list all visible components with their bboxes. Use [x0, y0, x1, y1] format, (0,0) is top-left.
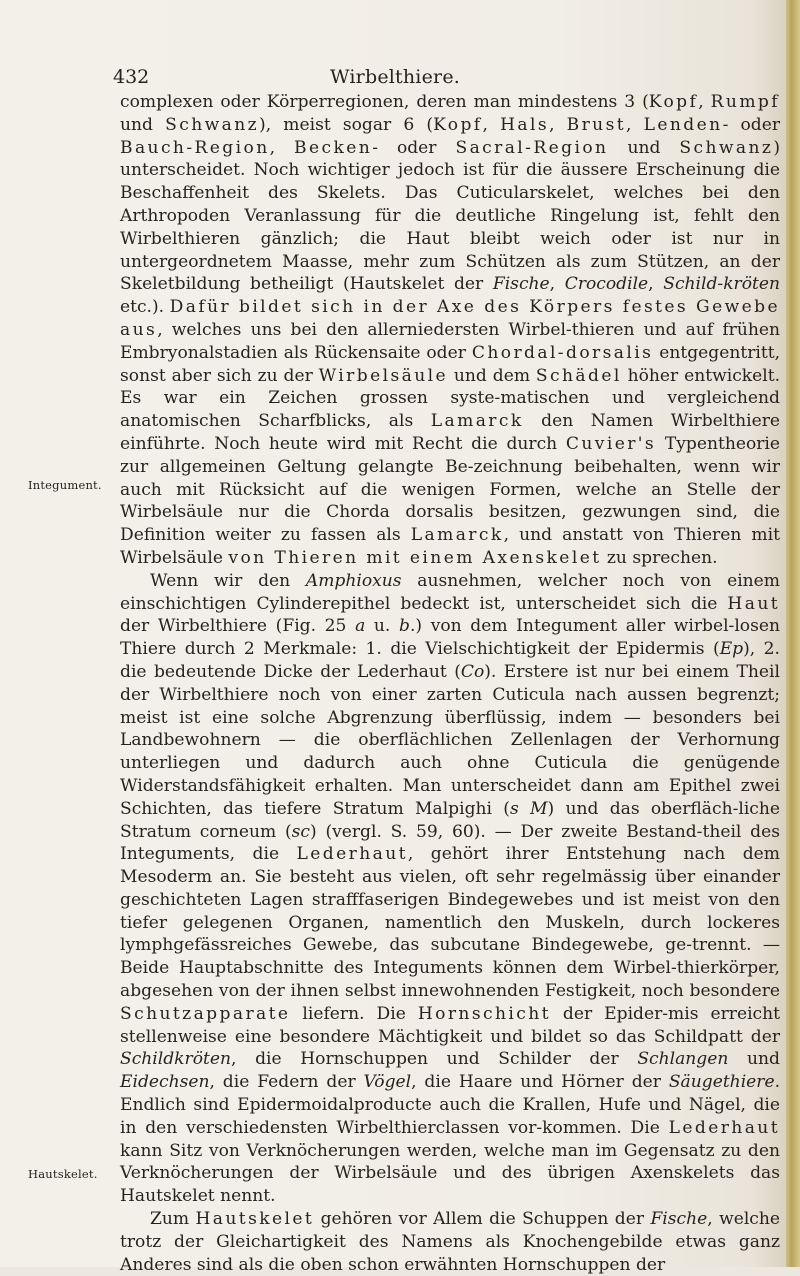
italic-term: Schild-kröten — [663, 274, 781, 295]
italic-term: Säugethiere — [668, 1072, 775, 1093]
text-run: , — [549, 114, 567, 135]
text-run: entgegentritt, sonst aber sich zu der — [120, 342, 781, 386]
text-run: zu sprechen. — [601, 547, 718, 568]
spaced-emphasis: Lenden — [643, 114, 723, 135]
text-run: ) unterscheidet. Noch wichtiger jedoch ist für die äussere Erscheinung die Beschaffenheit des Skelets. Das Cuticularskelet, welches bei den Arthropoden Veranlassung für die deutliche Ringelung ist, fehlt den Wirbelthieren gänzlich; die Haut bleibt weich oder ist nur in untergeordnetem Maasse, mehr zum Schützen als zum Stützen, an der Skeletbildung betheiligt (Hautskelet der — [120, 137, 780, 295]
spaced-emphasis: Hautskelet — [195, 1209, 315, 1230]
text-run: höher entwickelt. Es war ein Zeichen grossen syste-matischen und vergleichend anatomischen Scharfblicks, als — [120, 365, 781, 432]
text-run: , und anstatt von Thieren mit Wirbelsäule — [120, 525, 780, 568]
italic-term: Amphioxus — [305, 570, 402, 591]
text-run: . Endlich sind Epidermoidalproducte auch die Krallen, Hufe und Nägel, die in den verschiedensten Wirbelthierclassen vor-kommen. Die — [120, 1072, 780, 1138]
italic-term: Crocodile — [564, 274, 649, 295]
text-run: , — [698, 92, 711, 112]
paragraph-hautskelet — [120, 1208, 780, 1276]
spaced-emphasis: Brust — [566, 114, 627, 135]
text-run: .) von dem Integument aller wirbel-losen Thiere durch 2 Merkmale: 1. die Vielschichtigkeit der Epidermis ( — [120, 616, 780, 660]
spaced-emphasis: Chordal-dorsalis — [471, 342, 654, 363]
text-run: kann Sitz von Verknöcherungen werden, welche man im Gegensatz zu den Verknöcherungen der Wirbelsäule und des übrigen Axenskelets das Hautskelet nennt. — [120, 1140, 780, 1207]
italic-term: Vögel — [363, 1072, 412, 1093]
text-run: , die Federn der — [209, 1072, 364, 1093]
text-run: etc.). — [120, 297, 170, 318]
text-run: , — [269, 137, 295, 158]
text-run: Typentheorie zur allgemeinen Geltung gelangte Be-zeichnung beibehalten, wenn wir auch mit Rücksicht auf die wenigen Formen, welche an Stelle der Wirbelsäule nur die Chorda dorsalis besitzen, gezwungen sind, die Definition weiter zu fassen als — [120, 433, 780, 546]
text-run: ), 2. die bedeutende Dicke der Lederhaut ( — [120, 639, 780, 682]
spaced-emphasis: Schutzapparate — [120, 1003, 291, 1024]
paragraph-integument — [120, 570, 780, 1208]
spaced-emphasis: Hornschicht — [417, 1003, 551, 1024]
spaced-emphasis: Lederhaut — [296, 844, 408, 865]
spaced-emphasis: Dafür bildet sich in der Axe des Körpers festes Gewebe aus — [120, 297, 781, 340]
text-run: ). Erstere ist nur bei einem Theil der Wirbelthiere noch von einer zarten Cuticula nach aussen begrenzt; meist ist eine solche Abgrenzung überflüssig, indem — besonders bei Landbewohnern — die oberflächlichen Zellenlagen der Verhornung unterliegen und dadurch auch ohne Cuticula die genügende Widerstandsfähigkeit erhalten. Man unterscheidet dann am Epithel zwei Schichten, das tiefere Stratum Malpighi ( — [120, 661, 780, 819]
italic-term: Schlangen — [637, 1049, 729, 1070]
text-run: , — [648, 274, 664, 295]
text-run: u. — [365, 616, 399, 637]
spaced-emphasis: Kopf — [648, 92, 699, 112]
spaced-emphasis: Wirbelsäule — [318, 365, 449, 386]
text-run: - oder — [372, 137, 456, 158]
page-header — [0, 66, 790, 92]
italic-term: Eidechsen — [120, 1072, 210, 1093]
text-run: und dem — [448, 365, 536, 386]
margin-note-integument: Integument. — [28, 478, 102, 492]
text-run: , — [549, 274, 565, 295]
italic-term: s M — [509, 798, 548, 819]
spaced-emphasis: Lamarck — [410, 525, 504, 546]
spaced-emphasis: Haut — [727, 593, 780, 614]
body-text — [120, 91, 780, 1276]
text-run: der Epider-mis erreicht stellenweise eine besondere Mächtigkeit und bildet so das Schildpatt der — [120, 1003, 780, 1047]
text-run: , gehört ihrer Entstehung nach dem Mesoderm an. Sie besteht aus vielen, oft sehr regelmässig über einander geschichteten Lagen strafffaserigen Bindegewebes und ist meist von den tiefer gelegenen Organen, namentlich den Muskeln, durch lockeres lymphgefässreiches Gewebe, das subcutane Bindegewebe, ge-trennt. — Beide Hauptabschnitte des Integuments können dem Wirbel-thierkörper, abgesehen von der ihnen selbst innewohnenden Festigkeit, noch besondere — [120, 844, 780, 1002]
italic-term: Ep — [719, 639, 744, 660]
page-edge — [786, 0, 800, 1267]
text-run: complexen oder Körperregionen, deren man mindestens 3 ( — [120, 92, 649, 112]
italic-term: b — [399, 616, 410, 637]
text-run: liefern. Die — [290, 1003, 418, 1024]
italic-term: Fische — [492, 274, 550, 295]
italic-term: sc — [291, 821, 310, 842]
spaced-emphasis: Becken — [294, 137, 373, 158]
spaced-emphasis: Lamarck — [430, 411, 524, 432]
text-run: , — [482, 114, 501, 135]
text-run: , die Hornschuppen und Schilder der — [230, 1049, 638, 1070]
text-run: der Wirbelthiere (Fig. 25 — [120, 616, 356, 637]
text-run: , welche trotz der Gleichartigkeit des Namens als Knochengebilde etwas ganz Anderes sind als die oben schon erwähnten Hornschuppen der — [120, 1209, 780, 1275]
text-run: , welches uns bei den allerniedersten Wirbel-thieren und auf frühen Embryonalstadien als Rückensaite oder — [120, 319, 780, 363]
page-number: 432 — [113, 66, 150, 88]
spaced-emphasis: Rumpf — [710, 92, 780, 112]
text-run: , — [626, 114, 644, 135]
spaced-emphasis: Schädel — [535, 365, 622, 386]
spaced-emphasis: Schwanz — [165, 114, 260, 135]
text-run: ), meist sogar 6 ( — [259, 114, 434, 135]
spaced-emphasis: Kopf — [433, 114, 483, 135]
spaced-emphasis: Hals — [500, 114, 550, 135]
spaced-emphasis: Cuvier's — [565, 433, 657, 454]
text-run: , die Haare und Hörner der — [411, 1072, 669, 1093]
italic-term: Schildkröten — [120, 1049, 231, 1070]
text-run: Wenn wir den — [150, 570, 306, 591]
text-run: ausnehmen, welcher noch von einem einschichtigen Cylinderepithel bedeckt ist, unterscheidet sich die — [120, 570, 780, 614]
text-run: und — [608, 137, 680, 158]
text-run: ) (vergl. S. 59, 60). — Der zweite Bestand-theil des Integuments, die — [120, 821, 780, 865]
text-run: und — [728, 1049, 780, 1070]
spaced-emphasis: Lederhaut — [668, 1117, 780, 1138]
text-run: ) und das oberfläch-liche Stratum corneum ( — [120, 798, 780, 842]
spaced-emphasis: Sacral-Region — [455, 137, 609, 158]
running-title: Wirbelthiere. — [330, 66, 460, 88]
paragraph-skeleton — [120, 91, 780, 570]
italic-term: Fische — [650, 1209, 708, 1230]
spaced-emphasis: Schwanz — [679, 137, 774, 158]
italic-term: a — [355, 616, 366, 637]
text-run: und — [120, 114, 166, 135]
spaced-emphasis: Bauch-Region — [120, 137, 270, 158]
text-run: Zum — [150, 1209, 196, 1230]
text-run: gehören vor Allem die Schuppen der — [314, 1209, 651, 1230]
italic-term: Co — [460, 661, 485, 682]
spaced-emphasis: von Thieren mit einem Axenskelet — [228, 547, 602, 568]
text-run: - oder — [722, 114, 780, 135]
text-run: den Namen Wirbelthiere einführte. Noch heute wird mit Recht die durch — [120, 411, 780, 454]
margin-note-hautskelet: Hautskelet. — [28, 1167, 98, 1181]
